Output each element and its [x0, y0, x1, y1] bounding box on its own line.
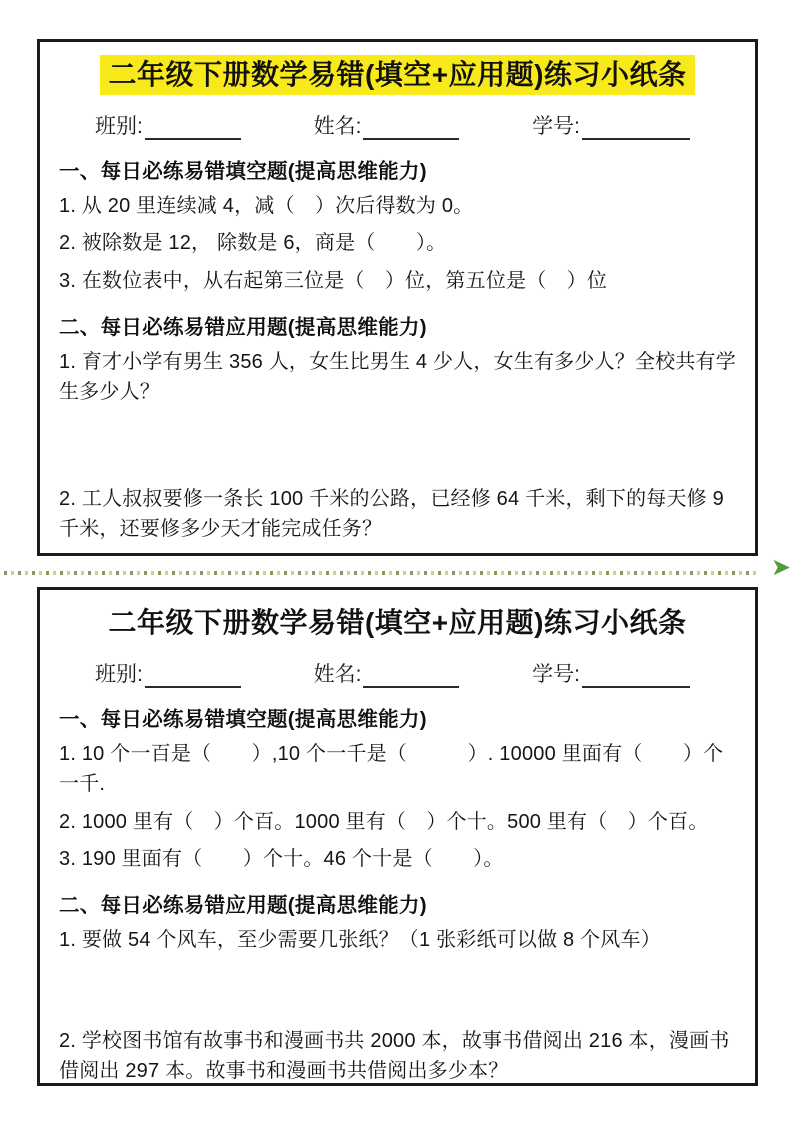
slip1-fill-question-3: 3. 在数位表中，从右起第三位是（ ）位，第五位是（ ）位 [59, 269, 608, 292]
slip1-student-info-row [59, 110, 736, 140]
slip1-title-row [59, 55, 736, 95]
slip1-field-class [95, 110, 241, 140]
slip1-field-student-number [532, 110, 690, 140]
student-number-blank-line [582, 665, 690, 688]
slip2-fill-question-2: 2. 1000 里有（ ）个百。1000 里有（ ）个十。500 里有（ ）个百。 [59, 810, 709, 833]
student-number-label: 学号: [532, 114, 580, 138]
slip1-section2-heading: 二、每日必练易错应用题(提高思维能力) [59, 315, 427, 339]
cut-dotted-line [4, 571, 758, 575]
slip2-field-class [95, 658, 241, 688]
slip1-word-problem-2: 2. 工人叔叔要修一条长 100 千米的公路，已经修 64 千米，剩下的每天修 9 千米，还要修多少天才能完成任务？ [59, 487, 724, 541]
slip1-word-problem-1: 1. 育才小学有男生 356 人，女生比男生 4 少人，女生有多少人？全校共有学生多少人？ [59, 350, 736, 404]
slip2-fill-question-3: 3. 190 里面有（ ）个十。46 个十是（ ）。 [59, 847, 504, 870]
slip2-section2-heading: 二、每日必练易错应用题(提高思维能力) [59, 894, 427, 918]
slip2-title: 二年级下册数学易错(填空+应用题)练习小纸条 [108, 607, 687, 638]
student-number-blank-line [582, 117, 690, 140]
name-label: 姓名: [313, 114, 362, 138]
slip2-title-row [59, 603, 736, 643]
name-blank-line [363, 665, 459, 688]
worksheet-slip-1 [37, 39, 758, 556]
cut-direction-arrow-icon: ➤ [770, 554, 791, 581]
student-number-label: 学号: [532, 662, 580, 686]
name-label: 姓名: [313, 662, 362, 686]
slip2-fill-question-1: 1. 10 个一百是（ ）,10 个一千是（ ）. 10000 里面有（ ）个一千. [59, 742, 724, 796]
slip1-fill-question-2: 2. 被除数是 12， 除数是 6，商是（ ）。 [59, 232, 447, 255]
class-label: 班别: [95, 662, 143, 686]
slip2-student-info-row [59, 658, 736, 688]
class-blank-line [145, 117, 241, 140]
slip2-section1-heading: 一、每日必练易错填空题(提高思维能力) [59, 707, 427, 731]
name-blank-line [363, 117, 459, 140]
worksheet-slip-2 [37, 587, 758, 1086]
slip2-field-student-number [532, 658, 690, 688]
slip1-fill-question-1: 1. 从 20 里连续减 4，减（ ）次后得数为 0。 [59, 194, 474, 217]
class-blank-line [145, 665, 241, 688]
slip2-word-problem-2: 2. 学校图书馆有故事书和漫画书共 2000 本，故事书借阅出 216 本，漫画书借阅出 297 本。故事书和漫画书共借阅出多少本？ [59, 1029, 730, 1083]
slip1-title: 二年级下册数学易错(填空+应用题)练习小纸条 [100, 55, 694, 95]
slip1-field-name [314, 110, 460, 140]
slip2-word-problem-1: 1. 要做 54 个风车，至少需要几张纸？（1 张彩纸可以做 8 个风车） [59, 929, 661, 952]
class-label: 班别: [95, 114, 143, 138]
slip2-field-name [314, 658, 460, 688]
slip1-section1-heading: 一、每日必练易错填空题(提高思维能力) [59, 159, 427, 183]
